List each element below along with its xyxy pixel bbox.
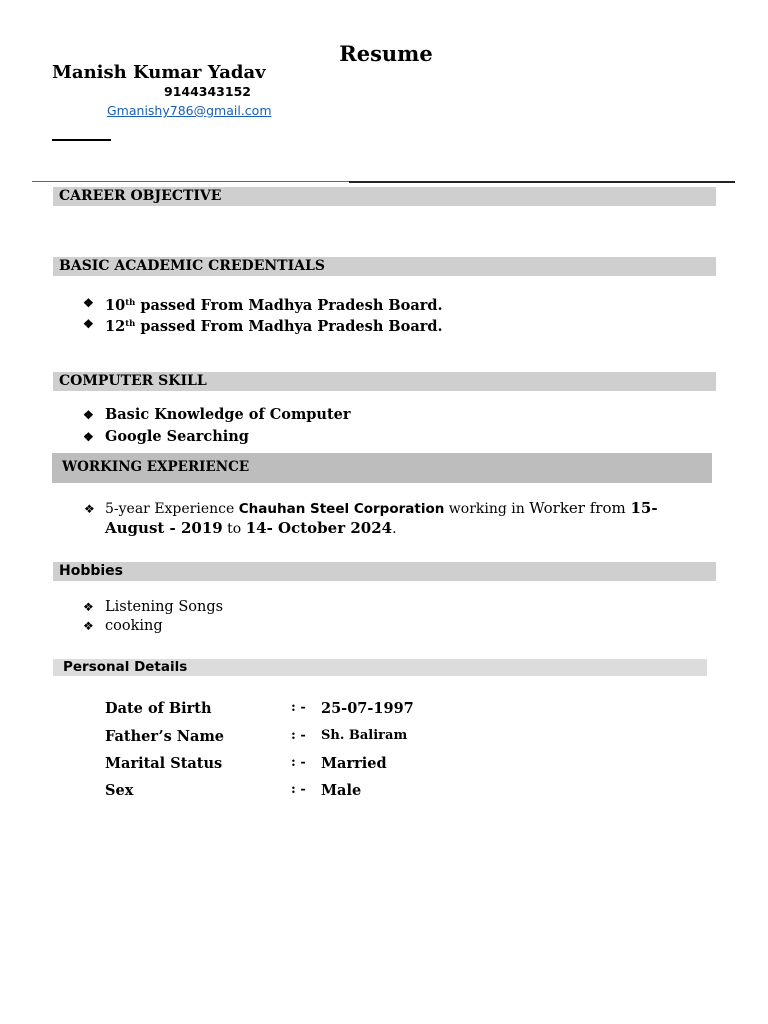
section-heading-working-experience: WORKING EXPERIENCE	[52, 453, 712, 483]
detail-value: Male	[321, 782, 362, 799]
detail-separator: : -	[291, 728, 306, 743]
job-role: Worker from	[529, 499, 631, 517]
hobby-text: Listening Songs	[105, 599, 224, 615]
detail-row-date-of-birth	[105, 700, 605, 720]
section-heading-career-objective: CAREER OBJECTIVE	[53, 187, 716, 206]
diamond-bullet-icon: ❖	[83, 296, 94, 310]
header-divider-left	[32, 181, 350, 182]
detail-separator: : -	[291, 700, 306, 715]
diamond-bullet-icon: ❖	[83, 619, 94, 633]
list-item	[83, 404, 683, 426]
detail-separator: : -	[291, 782, 306, 797]
grade-number: 10	[105, 297, 126, 314]
candidate-name: Manish Kumar Yadav	[52, 62, 266, 83]
phone-number: 9144343152	[164, 84, 251, 99]
computer-skill-list	[83, 404, 683, 448]
hobbies-list	[83, 598, 683, 636]
academic-list	[83, 294, 683, 336]
list-item	[83, 315, 683, 336]
section-heading-academic: BASIC ACADEMIC CREDENTIALS	[53, 257, 716, 276]
detail-value: Married	[321, 755, 387, 772]
section-heading-personal-details: Personal Details	[53, 659, 707, 676]
detail-row-fathers-name	[105, 728, 605, 748]
resume-title: Resume	[339, 41, 433, 66]
diamond-bullet-icon: ❖	[83, 317, 94, 331]
academic-text: passed From Madhya Pradesh Board.	[135, 297, 443, 314]
email-link[interactable]: Gmanishy786@gmail.com	[107, 103, 272, 118]
experience-text: working in	[444, 501, 530, 517]
section-heading-hobbies: Hobbies	[53, 562, 716, 581]
list-item	[83, 294, 683, 315]
academic-text: passed From Madhya Pradesh Board.	[135, 318, 443, 335]
diamond-bullet-icon: ❖	[84, 502, 95, 516]
experience-text: .	[392, 521, 397, 537]
ordinal-suffix: th	[125, 319, 136, 329]
list-item	[83, 617, 683, 636]
detail-value: 25-07-1997	[321, 700, 414, 717]
header-divider-right	[349, 181, 735, 183]
experience-duration: 5-year Experience	[105, 501, 239, 517]
detail-row-sex	[105, 782, 605, 802]
start-date: 15-August - 2019	[105, 499, 658, 537]
list-item	[83, 598, 683, 617]
grade-number: 12	[105, 318, 126, 335]
detail-value: Sh. Baliram	[321, 728, 408, 743]
section-heading-computer-skill: COMPUTER SKILL	[53, 372, 716, 391]
detail-row-marital-status	[105, 755, 605, 775]
company-name: Chauhan Steel Corporation	[238, 501, 445, 517]
detail-label: Sex	[105, 782, 134, 799]
diamond-bullet-icon: ❖	[83, 430, 94, 444]
short-divider	[52, 139, 111, 141]
list-item	[83, 426, 683, 448]
hobby-text: cooking	[105, 618, 163, 634]
skill-text: Basic Knowledge of Computer	[105, 406, 351, 423]
detail-label: Father’s Name	[105, 728, 225, 745]
diamond-bullet-icon: ❖	[83, 600, 94, 614]
end-date: 14- October 2024	[245, 519, 393, 537]
detail-label: Date of Birth	[105, 700, 212, 717]
detail-label: Marital Status	[105, 755, 223, 772]
ordinal-suffix: th	[125, 298, 136, 308]
detail-separator: : -	[291, 755, 306, 770]
experience-item	[84, 499, 704, 539]
experience-text: to	[222, 521, 246, 537]
skill-text: Google Searching	[105, 428, 249, 445]
diamond-bullet-icon: ❖	[83, 408, 94, 422]
